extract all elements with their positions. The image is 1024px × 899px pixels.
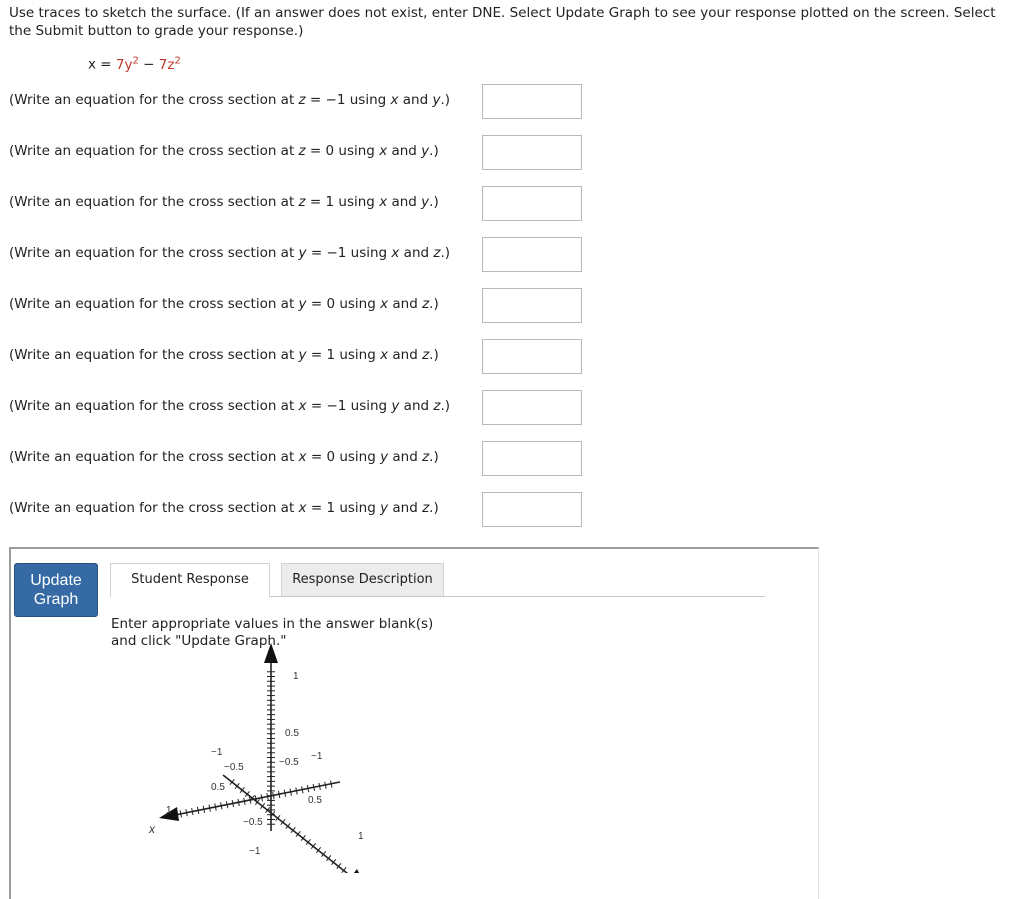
y-tick-label: 0.5 bbox=[308, 795, 322, 806]
formula-lhs: x = bbox=[88, 56, 116, 73]
question-row bbox=[9, 441, 609, 479]
question-row bbox=[9, 135, 609, 173]
y-tick-label: −0.5 bbox=[224, 762, 244, 773]
question-text: (Write an equation for the cross section at x = −1 using y and z.) bbox=[9, 398, 451, 414]
x-axis-label: x bbox=[149, 822, 155, 836]
update-graph-button[interactable]: Update Graph bbox=[14, 563, 98, 617]
x-tick-label: 0.5 bbox=[211, 782, 225, 793]
answer-input[interactable] bbox=[482, 492, 582, 527]
graph-panel bbox=[9, 547, 819, 899]
question-text: (Write an equation for the cross section at y = −1 using x and z.) bbox=[9, 245, 451, 261]
question-row bbox=[9, 237, 609, 275]
answer-input[interactable] bbox=[482, 339, 582, 374]
question-row bbox=[9, 288, 609, 326]
answer-input[interactable] bbox=[482, 390, 582, 425]
question-text: (Write an equation for the cross section at z = 1 using x and y.) bbox=[9, 194, 439, 210]
question-text: (Write an equation for the cross section at y = 0 using x and z.) bbox=[9, 296, 439, 312]
3d-axes-graph[interactable] bbox=[121, 643, 381, 873]
z-tick-label: −1 bbox=[249, 846, 261, 857]
y-tick-label: 1 bbox=[358, 831, 364, 842]
formula-term2: $7z^2$ bbox=[158, 55, 181, 73]
y-axis-arrow bbox=[347, 869, 367, 873]
question-row bbox=[9, 186, 609, 224]
question-row bbox=[9, 84, 609, 122]
answer-input[interactable] bbox=[482, 441, 582, 476]
tab-response-description[interactable]: Response Description bbox=[281, 563, 444, 597]
x-tick-label: −1 bbox=[311, 751, 323, 762]
z-tick-label: −0.5 bbox=[243, 817, 263, 828]
question-text: (Write an equation for the cross section at x = 1 using y and z.) bbox=[9, 500, 439, 516]
answer-input[interactable] bbox=[482, 186, 582, 221]
x-tick-label: 1 bbox=[166, 805, 172, 816]
x-tick-label: −0.5 bbox=[279, 757, 299, 768]
answer-input[interactable] bbox=[482, 288, 582, 323]
formula-op: − bbox=[138, 56, 159, 73]
graph-hint: Enter appropriate values in the answer blank(s) and click "Update Graph." bbox=[111, 616, 434, 649]
question-row bbox=[9, 390, 609, 428]
z-tick-label: 0.5 bbox=[285, 728, 299, 739]
z-tick-label: 1 bbox=[293, 671, 299, 682]
instructions: Use traces to sketch the surface. (If an answer does not exist, enter DNE. Select Update Graph to see your response plotted on the screen. Select the Submit button to grade your response.) bbox=[9, 5, 996, 39]
question-text: (Write an equation for the cross section at z = −1 using x and y.) bbox=[9, 92, 451, 108]
formula-term1: $7y^2$ bbox=[115, 55, 139, 73]
question-row bbox=[9, 492, 609, 530]
answer-input[interactable] bbox=[482, 84, 582, 119]
question-text: (Write an equation for the cross section at z = 0 using x and y.) bbox=[9, 143, 439, 159]
answer-input[interactable] bbox=[482, 237, 582, 272]
question-text: (Write an equation for the cross section at x = 0 using y and z.) bbox=[9, 449, 439, 465]
question-text: (Write an equation for the cross section at y = 1 using x and z.) bbox=[9, 347, 439, 363]
tab-student-response[interactable]: Student Response bbox=[110, 563, 270, 597]
answer-input[interactable] bbox=[482, 135, 582, 170]
question-row bbox=[9, 339, 609, 377]
surface-equation bbox=[88, 55, 181, 73]
y-tick-label: −1 bbox=[211, 747, 223, 758]
